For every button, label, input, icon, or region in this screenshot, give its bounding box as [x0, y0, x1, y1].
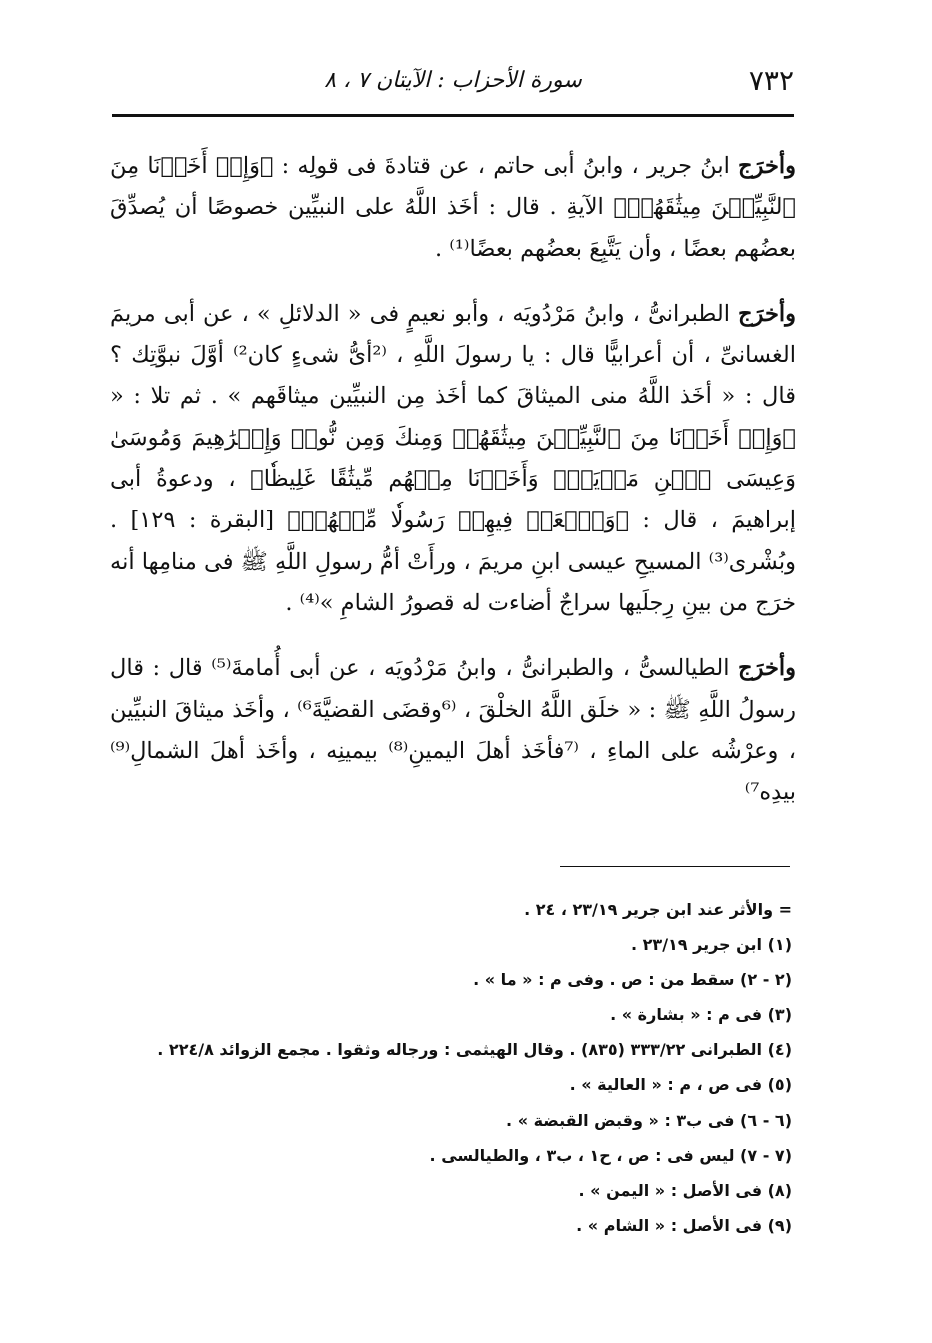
footnote: (٤) الطبرانى ٣٣٣/٢٢ (٨٣٥) . وقال الهيثمى : ورجاله وثقوا . مجمع الزوائد ٢٢٤/٨ . — [157, 1040, 792, 1060]
paragraph-lead: وأخرَج — [738, 655, 797, 682]
footnote: = والأثر عند ابن جرير ٢٣/١٩ ، ٢٤ . — [524, 900, 792, 919]
footnote: (٦ - ٦) فى ب٣ : « وقبض القبضة » . — [506, 1110, 792, 1130]
paragraph-text: ابنُ جرير ، وابنُ أبى حاتم ، عن قتادةَ فى قولِه : ﴿وَإِذۡ أَخَذۡنَا مِنَ ٱلنَّبِيِّـۧنَ مِيثَٰقَهُمۡ﴾ الآيةِ . قال : أخَذ اللَّهُ على النبيِّين خصوصًا أن يُصدِّقَ بعضُهم بعضًا ، وأن يَتَّبِعَ بعضُهم بعضًا⁽¹⁾ . — [110, 153, 796, 262]
main-text — [110, 146, 796, 813]
paragraph-text: الطبرانىُّ ، وابنُ مَرْدُويَه ، وأبو نعيمٍ فى « الدلائلِ » ، عن أبى مريمَ الغسانىِّ ، أن أعرابيًّا قال : يا رسولَ اللَّهِ ، ⁽²أىُّ شىءٍ كان²⁾ أوَّلَ نبوَّتِك ؟ قال : « أخَذ اللَّهُ منى الميثاقَ كما أخَذ مِن النبيِّين ميثاقَهم » . ثم تلا : « ﴿وَإِذۡ أَخَذۡنَا مِنَ ٱلنَّبِيِّـۧنَ مِيثَٰقَهُمۡ وَمِنكَ وَمِن نُّوحٖ وَإِبۡرَٰهِيمَ وَمُوسَىٰ وَعِيسَى ٱبۡنِ مَرۡيَمَۖ وَأَخَذۡنَا مِنۡهُم مِّيثَٰقًا غَلِيظٗا﴾ ، ودعوةُ أبى إبراهيمَ ، قال : ﴿وَٱبۡعَثۡ فِيهِمۡ رَسُولٗا مِّنۡهُمۡ﴾ [البقرة : ١٢٩] . وبُشْرى⁽³⁾ المسيحِ عيسى ابنِ مريمَ ، ورأَتْ أمُّ رسولِ اللَّهِ ﷺ فى منامِها أنه خرَج من بينِ رِجلَيها سراجٌ أضاءت له قصورُ الشامِ »⁽⁴⁾ . — [110, 300, 797, 616]
paragraph-3 — [110, 648, 796, 813]
footnote: (٢ - ٢) سقط من : ص . وفى م : « ما » . — [473, 970, 792, 990]
running-title: سورة الأحزاب : الآيتان ٧ ، ٨ — [324, 68, 582, 93]
page-number: ٧٣٢ — [748, 64, 794, 97]
footnote-rule — [560, 866, 790, 867]
page-header — [112, 62, 794, 102]
paragraph-2 — [110, 294, 796, 624]
footnote: (٨) فى الأصل : « اليمن » . — [578, 1180, 792, 1200]
footnote: (٥) فى ص ، م : « العالية » . — [569, 1075, 792, 1095]
footnote: (١) ابن جرير ٢٣/١٩ . — [631, 935, 792, 955]
footnotes — [140, 892, 792, 1243]
paragraph-lead: وأخرَج — [738, 153, 796, 179]
footnote: (٣) فى م : « بشارة » . — [610, 1005, 792, 1025]
paragraph-text: الطيالسىُّ ، والطبرانىُّ ، وابنُ مَرْدُويَه ، عن أبى أُمامةَ⁽⁵⁾ قال : قال رسولُ اللَّهِ ﷺ : « خلَق اللَّهُ الخلْقَ ، ⁽⁶وقضَى القضيَّةَ⁶⁾ ، وأخَذ ميثاقَ النبيِّين ، وعرْشُه على الماءِ ، ⁽⁷فأخَذ أهلَ اليمينِ⁽⁸⁾ بيمينِه ، وأخَذ أهلَ الشمالِ⁽⁹⁾ بيدِه⁷⁾ — [110, 655, 796, 806]
footnote: (٩) فى الأصل : « الشام » . — [576, 1215, 792, 1235]
footnote: (٧ - ٧) ليس فى : ص ، ح١ ، ب٣ ، والطيالسى . — [429, 1145, 792, 1165]
paragraph-lead: وأخرَج — [738, 300, 796, 327]
paragraph-1 — [110, 146, 796, 270]
header-rule — [112, 114, 794, 117]
